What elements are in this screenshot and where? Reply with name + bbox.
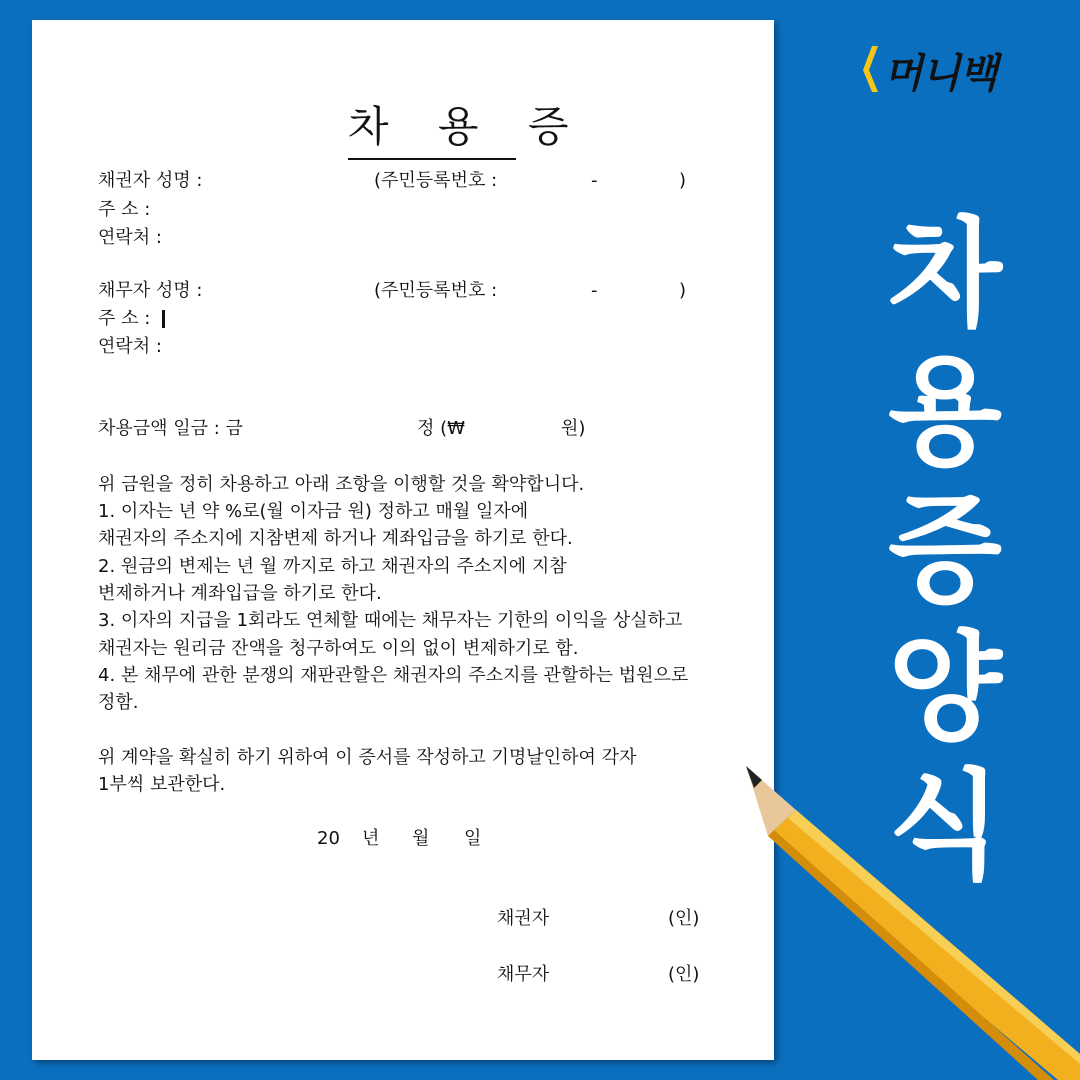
document-paper [32, 20, 774, 1060]
debtor-name-label: 채무자 성명 : [98, 280, 203, 301]
terms-line: 채권자는 원리금 잔액을 청구하여도 이의 없이 변제하기로 함. [98, 638, 579, 659]
closing-line: 1부씩 보관한다. [98, 774, 226, 795]
creditor-seal: (인) [668, 908, 700, 929]
creditor-name-label: 채권자 성명 : [98, 170, 203, 191]
side-title-char: 양 [888, 619, 1002, 757]
logo-text: 머니백 [884, 51, 997, 97]
creditor-signature-label: 채권자 [497, 908, 550, 929]
terms-line: 위 금원을 정히 차용하고 아래 조항을 이행할 것을 확약합니다. [98, 474, 585, 495]
closing-line: 위 계약을 확실히 하기 위하여 이 증서를 작성하고 기명날인하여 각자 [98, 747, 637, 768]
debtor-signature-label: 채무자 [497, 964, 550, 985]
terms-line: 변제하거나 계좌입급을 하기로 한다. [98, 583, 382, 604]
debtor-resident-no-label: (주민등록번호 : [374, 280, 498, 301]
debtor-contact-label: 연락처 : [98, 336, 162, 357]
side-title-char: 식 [888, 757, 1002, 895]
amount-jeong: 정 (₩ [417, 418, 465, 439]
debtor-resident-dash: - [591, 280, 598, 301]
creditor-resident-close: ) [679, 170, 687, 191]
logo-mark-icon [862, 46, 878, 92]
creditor-address-label: 주 소 : [98, 199, 151, 220]
document-title: 차 용 증 [348, 94, 516, 160]
pencil-icon [738, 758, 1080, 1080]
terms-line: 3. 이자의 지급을 1회라도 연체할 때에는 채무자는 기한의 이익을 상실하고 [98, 610, 683, 631]
debtor-address-label[interactable]: 주 소 : [98, 308, 151, 329]
side-title-char: 차 [888, 205, 1002, 343]
text-cursor [162, 310, 165, 328]
date-prefix: 20 [317, 828, 340, 849]
debtor-seal: (인) [668, 964, 700, 985]
creditor-resident-dash: - [591, 170, 598, 191]
side-title-char: 용 [888, 343, 1002, 481]
date-year: 년 [362, 828, 380, 849]
debtor-resident-close: ) [679, 280, 687, 301]
amount-won: 원) [561, 418, 586, 439]
side-title-char: 증 [888, 481, 1002, 619]
amount-label: 차용금액 일금 : 금 [98, 418, 243, 439]
terms-line: 정함. [98, 692, 139, 713]
creditor-contact-label: 연락처 : [98, 227, 162, 248]
terms-line: 2. 원금의 변제는 년 월 까지로 하고 채권자의 주소지에 지참 [98, 556, 567, 577]
terms-line: 1. 이자는 년 약 %로(월 이자금 원) 정하고 매월 일자에 [98, 501, 529, 522]
creditor-resident-no-label: (주민등록번호 : [374, 170, 498, 191]
terms-line: 4. 본 채무에 관한 분쟁의 재판관할은 채권자의 주소지를 관할하는 법원으로 [98, 665, 689, 686]
date-month: 월 [412, 828, 430, 849]
date-day: 일 [464, 828, 482, 849]
terms-line: 채권자의 주소지에 지참변제 하거나 계좌입금을 하기로 한다. [98, 528, 573, 549]
